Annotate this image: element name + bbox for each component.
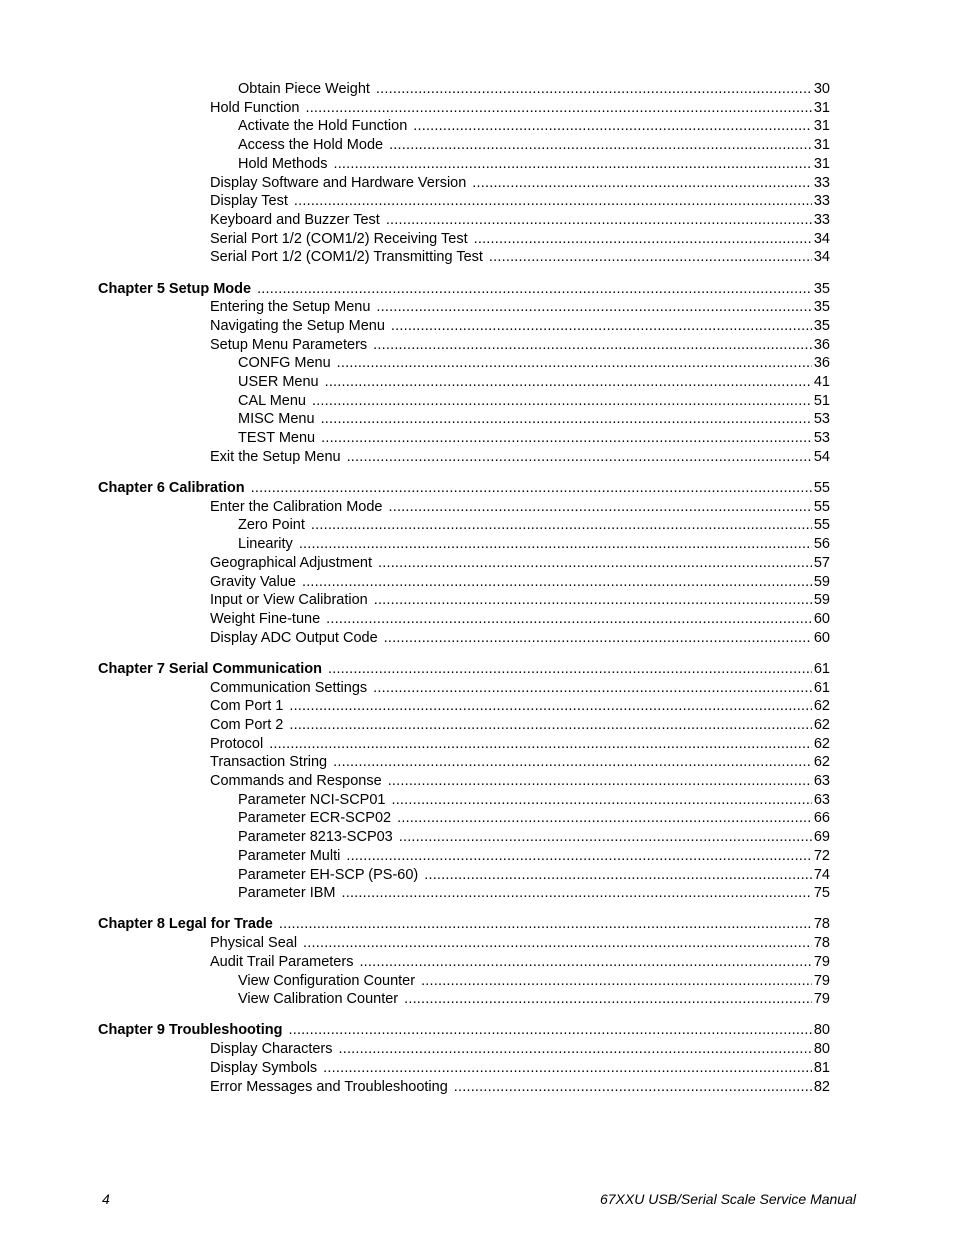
toc-dot-leader <box>376 298 811 316</box>
toc-entry-page: 62 <box>813 698 830 715</box>
toc-entry-title: Parameter NCI-SCP01 <box>238 791 386 808</box>
toc-dot-leader <box>302 573 812 591</box>
toc-dot-leader <box>326 610 812 628</box>
toc-entry-page: 60 <box>813 610 830 627</box>
toc-entry-page: 41 <box>813 374 830 390</box>
toc-dot-leader <box>289 697 812 715</box>
toc-entry[interactable] <box>238 847 830 865</box>
footer-page-number: 4 <box>102 1191 110 1207</box>
toc-entry-title: Chapter 6 Calibration <box>98 480 245 496</box>
toc-entry[interactable] <box>210 1040 830 1058</box>
toc-entry[interactable] <box>238 866 830 884</box>
toc-chapter-entry[interactable] <box>98 1021 830 1039</box>
toc-entry-title: Parameter IBM <box>238 885 336 902</box>
toc-entry[interactable] <box>210 336 830 354</box>
toc-dot-leader <box>389 498 812 516</box>
toc-dot-leader <box>359 953 811 971</box>
toc-entry-title: Parameter ECR-SCP02 <box>238 810 392 827</box>
toc-entry-page: 31 <box>813 137 830 154</box>
toc-dot-leader <box>374 591 812 609</box>
toc-entry-page: 62 <box>813 716 830 733</box>
toc-entry-page: 33 <box>813 193 830 210</box>
toc-entry[interactable] <box>210 230 830 248</box>
toc-entry-page: 61 <box>813 660 830 677</box>
toc-entry[interactable] <box>210 735 830 753</box>
toc-entry-page: 66 <box>813 810 830 827</box>
toc-entry-page: 79 <box>813 991 830 1008</box>
toc-entry[interactable] <box>238 972 830 990</box>
toc-entry[interactable] <box>210 953 830 971</box>
toc-entry-title: Display Test <box>210 193 288 210</box>
toc-dot-leader <box>474 230 812 248</box>
toc-entry-title: CONFG Menu <box>238 355 331 372</box>
toc-entry-page: 36 <box>813 355 830 372</box>
toc-entry-page: 79 <box>813 953 830 970</box>
toc-entry[interactable] <box>210 629 830 647</box>
toc-dot-leader <box>312 392 812 410</box>
toc-entry-title: Setup Menu Parameters <box>210 336 368 353</box>
toc-dot-leader <box>251 479 812 497</box>
toc-dot-leader <box>472 174 812 192</box>
toc-dot-leader <box>328 660 812 678</box>
toc-dot-leader <box>397 809 812 827</box>
toc-dot-leader <box>424 866 812 884</box>
toc-entry-title: Enter the Calibration Mode <box>210 498 383 515</box>
toc-entry-title: Hold Methods <box>238 155 328 172</box>
toc-entry-page: 35 <box>813 317 830 334</box>
toc-entry[interactable] <box>210 716 830 734</box>
toc-entry[interactable] <box>210 298 830 316</box>
toc-dot-leader <box>391 317 812 335</box>
toc-entry-title: MISC Menu <box>238 411 315 428</box>
toc-dot-leader <box>373 679 812 697</box>
toc-entry-title: Entering the Setup Menu <box>210 299 371 316</box>
toc-entry[interactable] <box>210 753 830 771</box>
toc-entry-page: 55 <box>813 498 830 515</box>
toc-entry-page: 51 <box>813 392 830 409</box>
toc-entry[interactable] <box>210 1059 830 1077</box>
toc-dot-leader <box>325 373 812 391</box>
toc-entry-title: Communication Settings <box>210 679 368 696</box>
toc-entry-page: 33 <box>813 174 830 191</box>
toc-entry-page: 55 <box>813 517 830 534</box>
toc-entry-page: 34 <box>813 249 830 266</box>
toc-dot-leader <box>391 791 811 809</box>
toc-entry[interactable] <box>210 697 830 715</box>
toc-dot-leader <box>321 429 812 447</box>
toc-entry[interactable] <box>238 828 830 846</box>
toc-entry-page: 53 <box>813 430 830 447</box>
toc-dot-leader <box>421 972 812 990</box>
toc-entry-title: Chapter 9 Troubleshooting <box>98 1022 283 1039</box>
toc-entry-title: Com Port 1 <box>210 698 284 715</box>
toc-dot-leader <box>346 847 812 865</box>
toc-entry-title: Commands and Response <box>210 773 382 789</box>
toc-entry[interactable] <box>210 610 830 628</box>
toc-dot-leader <box>299 535 812 553</box>
toc-entry-page: 80 <box>813 1022 830 1039</box>
toc-entry-title: Linearity <box>238 536 293 553</box>
toc-entry-page: 54 <box>813 448 830 465</box>
toc-entry-page: 30 <box>813 81 830 97</box>
toc-dot-leader <box>404 990 812 1008</box>
toc-entry[interactable] <box>238 516 830 534</box>
toc-entry-page: 53 <box>813 411 830 428</box>
toc-entry-title: Chapter 5 Setup Mode <box>98 280 252 297</box>
toc-dot-leader <box>269 735 812 753</box>
toc-entry-page: 34 <box>813 230 830 247</box>
toc-entry-page: 55 <box>813 480 830 496</box>
toc-entry-page: 31 <box>813 155 830 172</box>
footer-manual-title: 67XXU USB/Serial Scale Service Manual <box>599 1191 856 1207</box>
toc-entry[interactable] <box>238 884 830 902</box>
toc-dot-leader <box>337 354 812 372</box>
toc-entry-page: 63 <box>813 791 830 808</box>
toc-entry[interactable] <box>210 591 830 609</box>
toc-dot-leader <box>378 554 812 572</box>
toc-entry-title: Input or View Calibration <box>210 592 368 609</box>
toc-entry-page: 31 <box>813 99 830 116</box>
toc-chapter-entry[interactable] <box>98 660 830 678</box>
toc-entry-title: Access the Hold Mode <box>238 137 384 154</box>
toc-entry[interactable] <box>238 136 830 154</box>
toc-entry-page: 35 <box>813 299 830 316</box>
toc-entry-title: Display Characters <box>210 1041 333 1058</box>
toc-entry-title: Zero Point <box>238 517 305 534</box>
toc-entry[interactable] <box>210 554 830 572</box>
toc-dot-leader <box>413 117 812 135</box>
toc-dot-leader <box>373 336 812 354</box>
toc-entry-page: 69 <box>813 829 830 846</box>
toc-entry-title: Obtain Piece Weight <box>238 81 370 97</box>
toc-entry-title: Audit Trail Parameters <box>210 953 354 970</box>
toc-dot-leader <box>386 211 812 229</box>
toc-entry-page: 33 <box>813 211 830 228</box>
toc-entry[interactable] <box>238 80 830 98</box>
toc-entry[interactable] <box>210 99 830 117</box>
toc-entry-title: Display Symbols <box>210 1059 318 1076</box>
toc-entry-title: Serial Port 1/2 (COM1/2) Receiving Test <box>210 230 468 247</box>
toc-entry[interactable] <box>210 211 830 229</box>
toc-entry-title: Display ADC Output Code <box>210 629 378 646</box>
toc-entry-page: 75 <box>813 885 830 902</box>
toc-entry-title: Error Messages and Troubleshooting <box>210 1078 448 1095</box>
toc-entry[interactable] <box>210 248 830 266</box>
toc-entry-title: Exit the Setup Menu <box>210 448 341 465</box>
toc-entry-title: TEST Menu <box>238 430 316 447</box>
toc-dot-leader <box>333 753 812 771</box>
toc-entry[interactable] <box>238 410 830 428</box>
toc-entry-page: 35 <box>813 280 830 297</box>
toc-dot-leader <box>279 915 812 933</box>
toc-entry-title: Chapter 8 Legal for Trade <box>98 916 273 933</box>
toc-entry[interactable] <box>210 934 830 952</box>
toc-entry-page: 61 <box>813 679 830 696</box>
toc-entry-title: Weight Fine-tune <box>210 610 321 627</box>
toc-entry-page: 82 <box>813 1078 830 1095</box>
toc-entry[interactable] <box>238 791 830 809</box>
toc-entry[interactable] <box>210 573 830 591</box>
toc-dot-leader <box>294 192 812 210</box>
toc-entry-title: Com Port 2 <box>210 716 284 733</box>
toc-entry-title: Activate the Hold Function <box>238 118 408 135</box>
toc-entry-page: 57 <box>813 554 830 571</box>
toc-entry-title: USER Menu <box>238 374 319 390</box>
toc-entry-title: Parameter 8213-SCP03 <box>238 829 393 846</box>
toc-entry[interactable] <box>238 535 830 553</box>
toc-entry-title: Protocol <box>210 735 264 752</box>
toc-entry[interactable] <box>210 679 830 697</box>
toc-entry[interactable] <box>238 990 830 1008</box>
toc-entry-title: Geographical Adjustment <box>210 554 373 571</box>
toc-entry-page: 36 <box>813 336 830 353</box>
toc-dot-leader <box>289 716 812 734</box>
toc-dot-leader <box>303 934 812 952</box>
toc-dot-leader <box>347 448 812 466</box>
toc-entry-page: 60 <box>813 629 830 646</box>
toc-dot-leader <box>321 410 812 428</box>
toc-entry-page: 31 <box>813 118 830 135</box>
toc-entry-page: 56 <box>813 536 830 553</box>
toc-entry-page: 80 <box>813 1041 830 1058</box>
toc-dot-leader <box>305 99 811 117</box>
toc-entry-page: 81 <box>813 1059 830 1076</box>
toc-entry-title: Transaction String <box>210 754 328 771</box>
toc-entry[interactable] <box>210 498 830 516</box>
toc-entry-title: Hold Function <box>210 99 300 116</box>
toc-entry-title: Keyboard and Buzzer Test <box>210 211 380 228</box>
toc-entry[interactable] <box>238 155 830 173</box>
toc-entry[interactable] <box>210 772 830 790</box>
toc-dot-leader <box>339 1040 812 1058</box>
toc-chapter-entry[interactable] <box>98 479 830 497</box>
toc-entry[interactable] <box>238 354 830 372</box>
toc-entry[interactable] <box>210 174 830 192</box>
toc-entry-title: CAL Menu <box>238 392 306 409</box>
toc-entry-page: 63 <box>813 773 830 789</box>
toc-entry-title: View Calibration Counter <box>238 991 399 1008</box>
toc-dot-leader <box>454 1078 812 1096</box>
toc-entry[interactable] <box>210 192 830 210</box>
toc-entry[interactable] <box>210 1078 830 1096</box>
toc-entry[interactable] <box>238 392 830 410</box>
toc-entry-title: Gravity Value <box>210 573 296 590</box>
toc-entry-title: Physical Seal <box>210 935 298 952</box>
toc-entry-page: 78 <box>813 935 830 952</box>
toc-entry-page: 62 <box>813 754 830 771</box>
toc-dot-leader <box>288 1021 811 1039</box>
toc-entry-page: 74 <box>813 866 830 883</box>
toc-chapter-entry[interactable] <box>98 280 830 298</box>
toc-dot-leader <box>384 629 812 647</box>
toc-dot-leader <box>342 884 812 902</box>
toc-entry-title: Chapter 7 Serial Communication <box>98 660 322 677</box>
toc-entry-page: 79 <box>813 972 830 989</box>
toc-dot-leader <box>311 516 812 534</box>
toc-entry[interactable] <box>238 117 830 135</box>
toc-entry-title: Display Software and Hardware Version <box>210 174 467 191</box>
toc-entry[interactable] <box>238 429 830 447</box>
toc-entry-page: 78 <box>813 916 830 933</box>
toc-dot-leader <box>257 280 812 298</box>
toc-dot-leader <box>376 80 812 98</box>
toc-entry[interactable] <box>210 448 830 466</box>
toc-entry[interactable] <box>210 317 830 335</box>
toc-entry-title: Navigating the Setup Menu <box>210 317 385 334</box>
toc-dot-leader <box>388 772 812 790</box>
toc-entry-page: 72 <box>813 847 830 864</box>
toc-entry-title: Serial Port 1/2 (COM1/2) Transmitting Test <box>210 249 483 266</box>
toc-entry-title: Parameter EH-SCP (PS-60) <box>238 866 419 883</box>
toc-entry-title: View Configuration Counter <box>238 972 416 989</box>
toc-dot-leader <box>489 248 812 266</box>
toc-entry[interactable] <box>238 809 830 827</box>
toc-entry-page: 59 <box>813 573 830 590</box>
toc-dot-leader <box>389 136 812 154</box>
toc-entry-page: 59 <box>813 592 830 609</box>
toc-dot-leader <box>399 828 812 846</box>
toc-dot-leader <box>323 1059 812 1077</box>
toc-entry[interactable] <box>238 373 830 391</box>
toc-chapter-entry[interactable] <box>98 915 830 933</box>
toc-entry-page: 62 <box>813 735 830 752</box>
toc-entry-title: Parameter Multi <box>238 847 341 864</box>
toc-dot-leader <box>333 155 811 173</box>
